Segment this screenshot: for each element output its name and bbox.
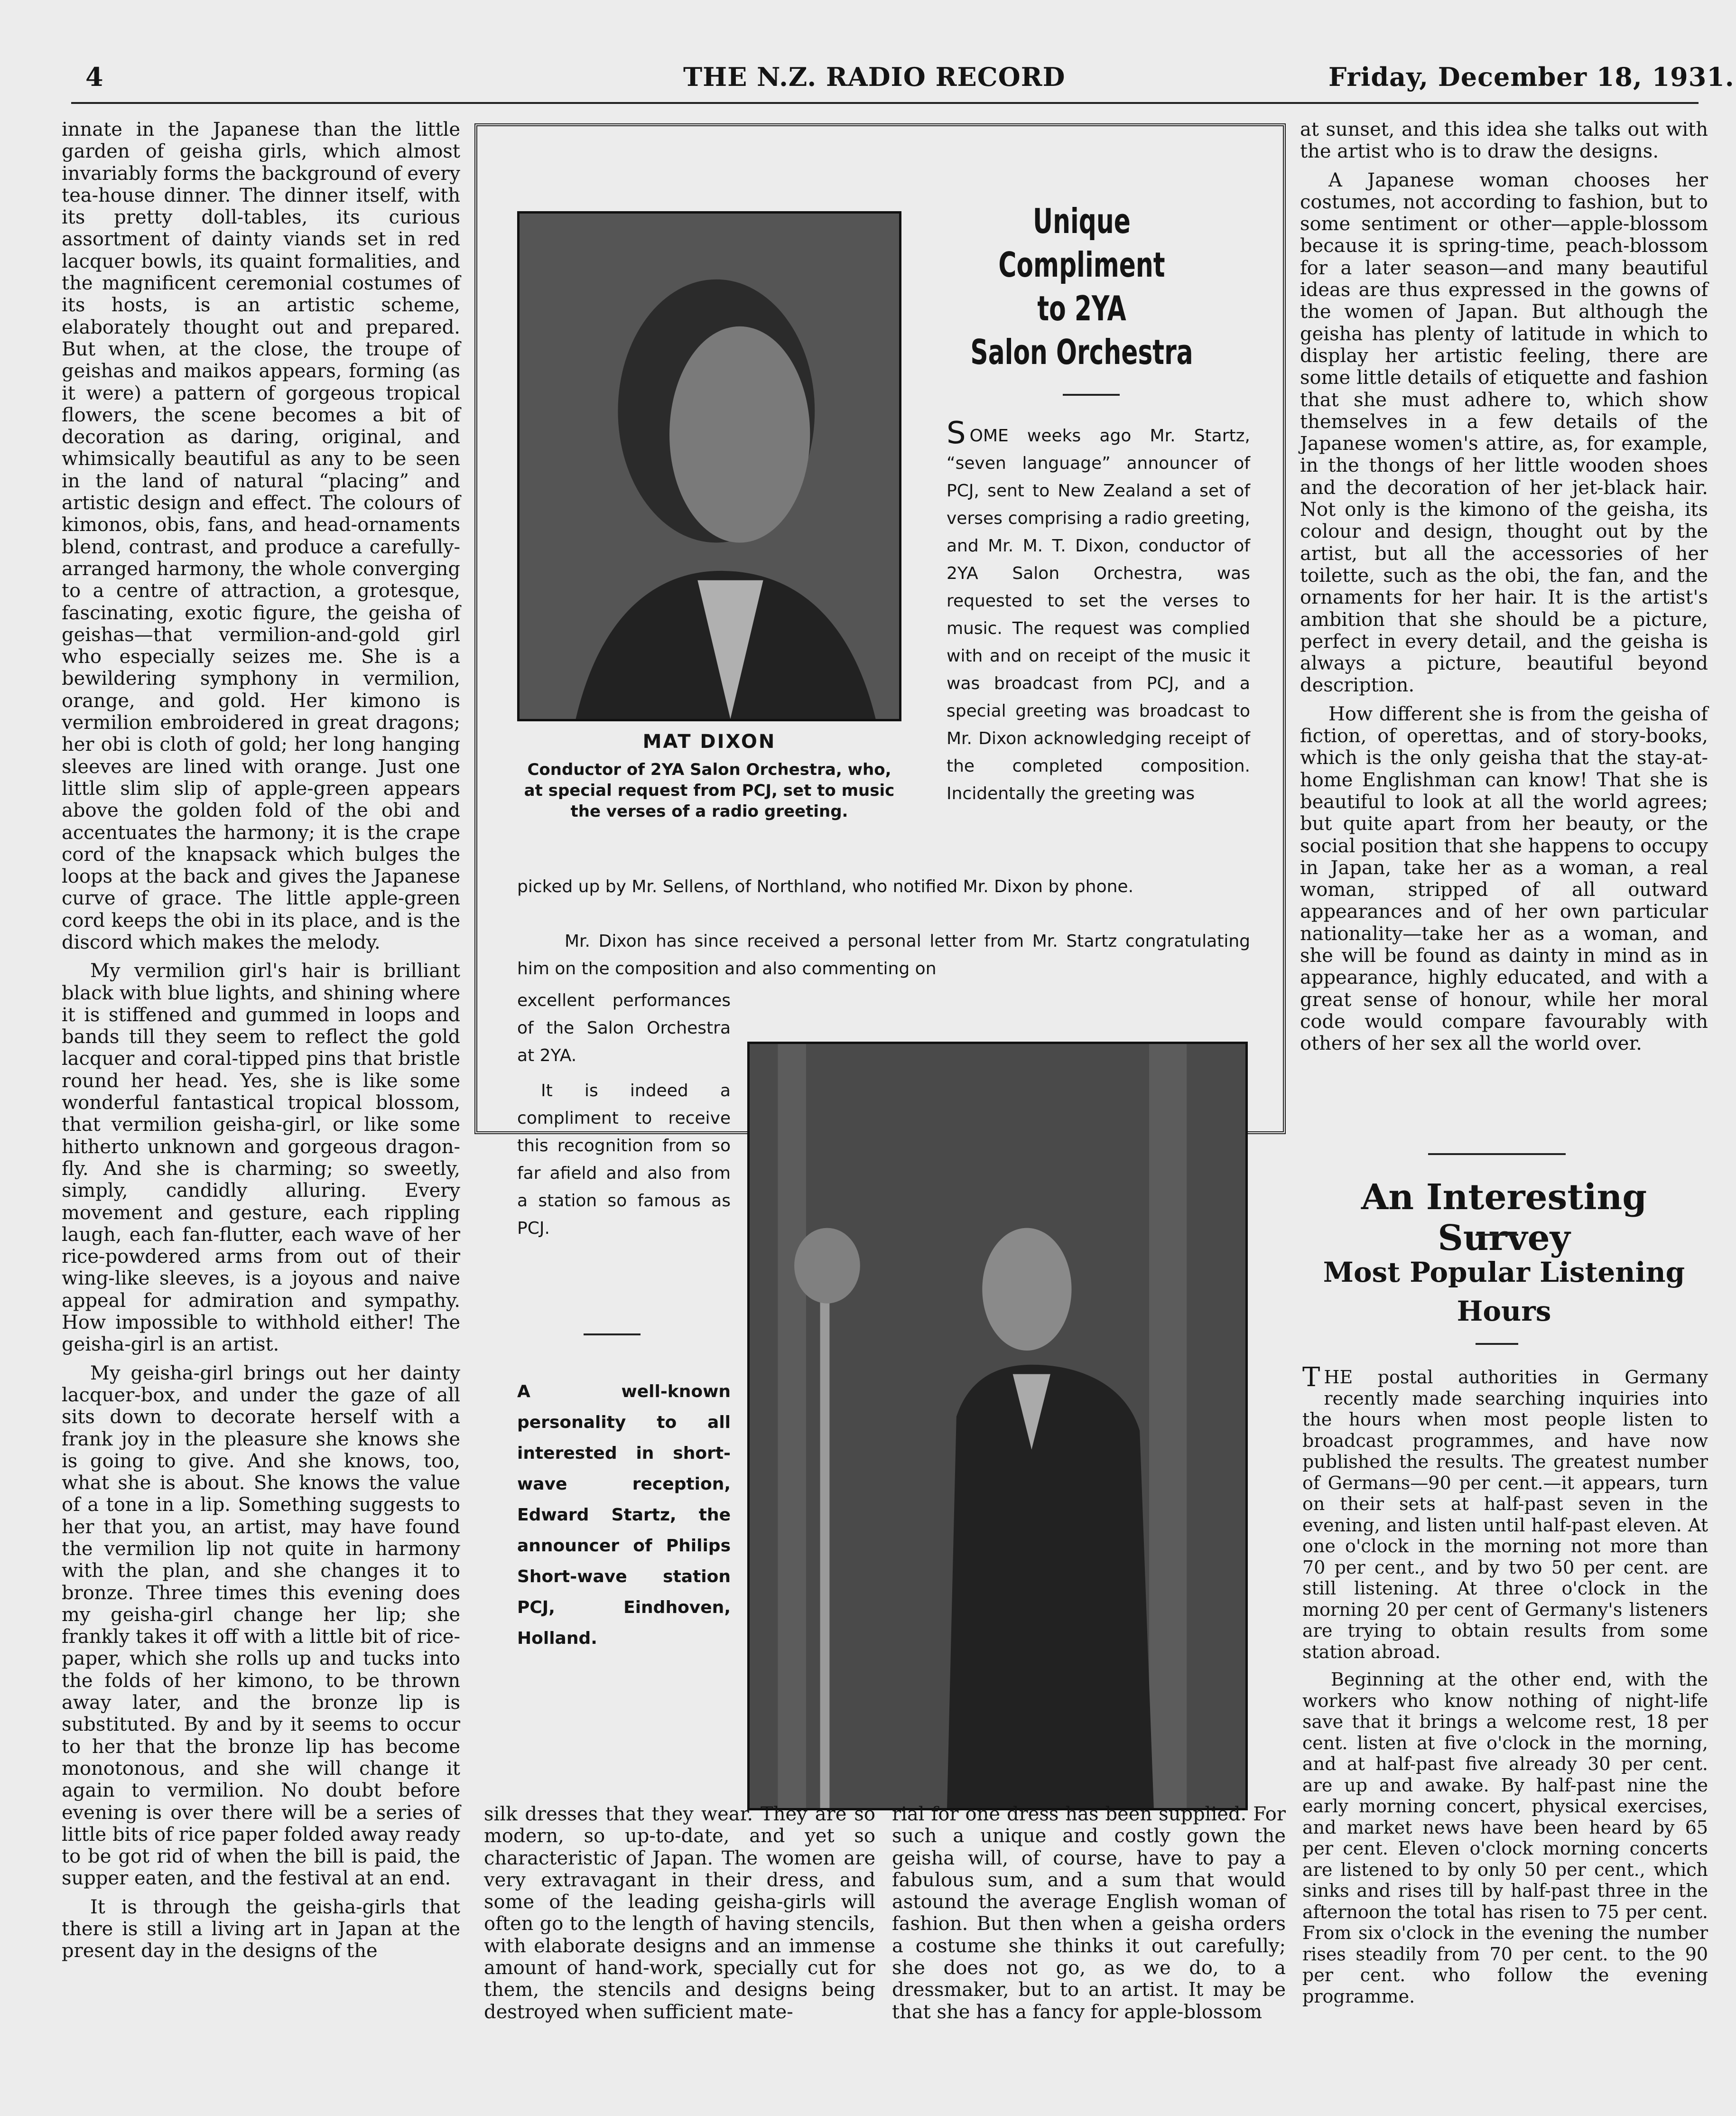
right-para-2: A Japanese woman chooses her costumes, not according to fashion, but to some sentiment or other—apple-blossom because it is spring-time, peach-blossom for a later season—and many beautiful ideas are thus expressed in the gowns of the women of Japan. But although the geisha has plenty of latitude in which to display her artistic feeling, there are some little details of etiquette and fashion that she must adhere to, which show themselves in a few details of the Japanese women's attire, as, for example, in the thongs of her little wooden shoes and the decoration of her jet-black hair. Not only is the kimono of the geisha, its colour and design, thought out by the artist, but all the accessories of her toilette, such as the obi, the fan, and the ornaments for her hair. It is the artist's ambition that she should be a picture, perfect in every detail, and the geisha is always a picture, beautiful beyond description. xyxy=(1300,169,1708,697)
story-para-3: It is indeed a compliment to receive this recognition from so far afield and also from a station so famous as PCJ. xyxy=(517,1081,731,1238)
survey-body xyxy=(1302,1362,1708,2013)
mat-dixon-photo xyxy=(517,211,901,721)
story-para-1-narrow xyxy=(947,416,1250,808)
headline-line-1: Unique Compliment xyxy=(998,201,1165,285)
issue-date: Friday, December 18, 1931. xyxy=(1328,62,1735,92)
left-para-1: innate in the Japanese than the little garden of geisha girls, which almost invariably forms the background of every tea-house dinner. The dinner itself, with its pretty doll-tables, its curious assortment of dainty viands set in red lacquer bowls, its quaint formalities, and the magnificent ceremonial costumes of its hosts, is an artistic scheme, elaborately thought out and prepared. But when, at the close, the troupe of geishas and maikos appears, forming (as it were) a pattern of gorgeous tropical flowers, the scene becomes a bit of decoration as daring, original, and whimsically beautiful as any to be seen in the land of natural “placing” and artistic design and effect. The colours of kimonos, obis, fans, and head-ornaments blend, contrast, and produce a carefully-arranged harmony, the whole converging to a centre of attraction, a grotesque, fascinating, exotic figure, the geisha of geishas—that vermilion-and-gold girl who especially seizes me. She is a bewildering symphony in vermilion, orange, and gold. Her kimono is vermilion embroidered in great dragons; her obi is cloth of gold; her long hanging sleeves are lined with orange. Just one little slim slip of apple-green appears above the golden fold of the obi and accentuates the harmony; it is the crape cord of the knapsack which bulges the loops at the back and gives the Japanese curve of grace. The little apple-green cord keeps the obi in its place, and is the discord which makes the melody. xyxy=(62,119,460,953)
headline-line-2: to 2YA xyxy=(1037,289,1126,328)
story-dropcap: S xyxy=(947,416,966,451)
story-para-2-wide: Mr. Dixon has since received a personal letter from Mr. Startz congratulating him on the composition and also commenting on xyxy=(517,932,1250,979)
left-column xyxy=(62,119,460,1969)
right-para-3: How different she is from the geisha of fiction, of operettas, and of story-books, which is the only geisha that the stay-at-home Englishman can know! That she is beautiful to look at all the world agrees; but quite apart from her beauty, or the social position that she happens to occupy in Japan, take her as a woman, a real woman, stripped of all outward appearances and of her own particular nationality—take her as a woman, and she will be found as dainty in mind as in appearance, highly educated, and with a great sense of honour, while her moral code would compare favourably with others of her sex all the world over. xyxy=(1300,703,1708,1055)
survey-subhead: Most Popular Listening Hours xyxy=(1323,1256,1685,1327)
survey-headline: An Interesting Survey xyxy=(1361,1177,1647,1258)
story-para-2-narrow: excellent performances of the Salon Orchestra at 2YA. xyxy=(517,991,731,1065)
edward-startz-photo xyxy=(747,1042,1248,1810)
mat-dixon-caption-name: MAT DIXON xyxy=(642,731,776,753)
page-number: 4 xyxy=(85,62,104,92)
headline-rule xyxy=(1063,394,1120,396)
bottom-column-a-text: silk dresses that they wear. They are so modern, so up-to-date, and yet so characteristic of Japan. The women are very extravagant in their dress, and some of the leading geisha-girls will often go to the length of having stencils, with elaborate designs and an immense amount of hand-work, specially cut for them, the stencils and designs being destroyed when sufficient mate- xyxy=(484,1803,875,2023)
headline-line-3: Salon Orchestra xyxy=(970,332,1193,372)
story-para-1-wide: picked up by Mr. Sellens, of Northland, who notified Mr. Dixon by phone. xyxy=(517,877,1134,896)
left-para-4: It is through the geisha-girls that there is still a living art in Japan at the present day in the designs of the xyxy=(62,1896,460,1962)
newspaper-title: THE N.Z. RADIO RECORD xyxy=(683,62,1066,92)
survey-para-1-text: HE postal authorities in Germany recently made searching inquiries into the hours when most people listen to broadcast programmes, and have now published the results. The greatest number of Germans—90 per cent.—it appears, turn on their sets at half-past seven in the evening, and listen until half-past eleven. At one o'clock in the morning not more than 70 per cent., and by two 50 per cent. are still listening. At three o'clock in the morning 20 per cent of Germany's listeners are trying to obtain results from some station abroad. xyxy=(1302,1367,1708,1662)
right-column xyxy=(1300,119,1708,1061)
left-para-3: My geisha-girl brings out her dainty lacquer-box, and under the gaze of all sits down to decorate herself with a frank joy in the pleasure she knows she is going to give. And she knows, too, what she is about. She knows the value of a tone in a lip. Something suggests to her that you, an artist, may have found the vermilion lip not quite in harmony with the plan, and she changes it to bronze. Three times this evening does my geisha-girl change her lip; she frankly takes it off with a little bit of rice-paper, which she rolls up and tucks into the folds of her kimono, to be thrown away later, and the bronze lip is substituted. By and by it seems to occur to her that the bronze lip has become monotonous, and she will change it again to vermilion. No doubt before evening is over there will be a series of little bits of rice paper folded away ready to be got rid of when the bill is paid, the supper eaten, and the festival at an end. xyxy=(62,1362,460,1890)
right-para-1: at sunset, and this idea she talks out with the artist who is to draw the designs. xyxy=(1300,119,1708,163)
survey-para-2: Beginning at the other end, with the workers who know nothing of night-life save that it brings a welcome rest, 18 per cent. listen at five o'clock in the morning, and at half-past five already 30 per cent. are up and awake. By half-past nine the early morning concert, physical exercises, and market news have been heard by 65 per cent. Eleven o'clock morning concerts are listened to by only 50 per cent., which sinks and rises till by half-past three in the afternoon the total has risen to 75 per cent. From six o'clock in the evening the number rises steadily from 70 per cent. to the 90 per cent. who follow the evening programme. xyxy=(1302,1669,1708,2007)
mat-dixon-caption: Conductor of 2YA Salon Orchestra, who, at special request from PCJ, set to music the verses of a radio greeting. xyxy=(524,760,895,821)
bottom-column-b: rial for one dress has been supplied. For such a unique and costly gown the geisha will, of course, have to pay a fabulous sum, and a sum that would astound the average English woman of fashion. But then when a geisha orders a costume she thinks it out carefully; she does not go, as we do, to a dressmaker, but to an artist. It may be that she has a fancy for apple-blossom xyxy=(892,1803,1286,2023)
story-headline xyxy=(952,199,1211,374)
survey-rule-mid xyxy=(1476,1234,1518,1236)
survey-para-1 xyxy=(1302,1362,1708,1662)
masthead-rule xyxy=(71,102,1699,104)
left-para-2: My vermilion girl's hair is brilliant black with blue lights, and shining where it is stiffened and gummed in loops and bands till they seem to reflect the gold lacquer and coral-tipped pins that bristle round her head. Yes, she is like some wonderful fantastical tropical blossom, that vermilion geisha-girl, or like some hitherto unknown and gorgeous dragon-fly. And she is charming; so sweetly, simply, candidly alluring. Every movement and gesture, each rippling laugh, each fan-flutter, each wave of her rice-powdered arms from out of their wing-like sleeves, is a joyous and naive appeal for admiration and sympathy. How impossible to withhold either! The geisha-girl is an artist. xyxy=(62,960,460,1356)
story-rule-2 xyxy=(584,1333,641,1335)
survey-rule-top xyxy=(1428,1153,1566,1155)
survey-dropcap: T xyxy=(1302,1362,1320,1393)
story-para-1-text: OME weeks ago Mr. Startz, “seven language” announcer of PCJ, sent to New Zealand a set of verses comprising a radio greeting, and Mr. M. T. Dixon, conductor of 2YA Salon Orchestra, was requested to set the verses to music. The request was complied with and on receipt of the music it was broadcast from PCJ, and a special greeting was broadcast to Mr. Dixon acknowledging receipt of the completed composition. Incidentally the greeting was xyxy=(947,426,1250,803)
startz-caption: A well-known personality to all interested in short-wave reception, Edward Startz, the announcer of Philips Short-wave station PCJ, Eindhoven, Holland. xyxy=(517,1382,731,1648)
survey-rule-bottom xyxy=(1476,1343,1518,1345)
